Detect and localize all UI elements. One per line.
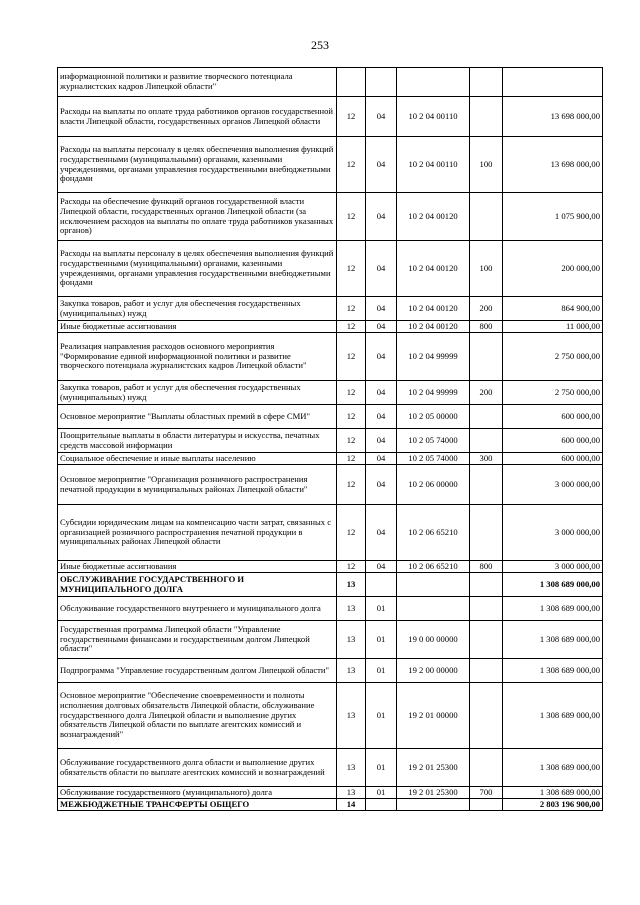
row-expense-type <box>470 333 503 381</box>
row-name: Расходы на выплаты по оплате труда работников органов государственной власти Липецкой области, государственных органов Липецкой области <box>58 97 337 137</box>
row-name: Государственная программа Липецкой области "Управление государственными финансами и государственным долгом Липецкой области" <box>58 621 337 659</box>
row-subsection: 04 <box>366 453 397 465</box>
row-name: Субсидии юридическим лицам на компенсацию части затрат, связанных с организацией розничного распространения печатной продукции в муниципальных районах Липецкой области <box>58 505 337 561</box>
row-subsection: 01 <box>366 787 397 799</box>
table-row <box>58 749 603 787</box>
row-target-code: 10 2 06 00000 <box>397 465 470 505</box>
row-name: Расходы на выплаты персоналу в целях обеспечения выполнения функций государственными (муниципальными) органами, казенными учреждениями, органами управления государственными внебюджетными фондами <box>58 137 337 193</box>
row-name: Основное мероприятие "Выплаты областных премий в сфере СМИ" <box>58 405 337 429</box>
row-amount: 2 750 000,00 <box>503 381 603 405</box>
row-expense-type: 300 <box>470 453 503 465</box>
row-section: 12 <box>337 321 366 333</box>
row-expense-type <box>470 749 503 787</box>
row-section: 13 <box>337 573 366 597</box>
table-row <box>58 465 603 505</box>
row-section: 12 <box>337 241 366 297</box>
row-section: 12 <box>337 333 366 381</box>
row-name: Расходы на выплаты персоналу в целях обеспечения выполнения функций государственными (муниципальными) органами, казенными учреждениями, органами управления государственными внебюджетными фондами <box>58 241 337 297</box>
row-amount: 2 750 000,00 <box>503 333 603 381</box>
row-name: Обслуживание государственного (муниципального) долга <box>58 787 337 799</box>
row-target-code: 10 2 06 65210 <box>397 505 470 561</box>
row-expense-type: 200 <box>470 297 503 321</box>
table-row <box>58 241 603 297</box>
table-row <box>58 573 603 597</box>
row-section <box>337 68 366 97</box>
row-name: Поощрительные выплаты в области литературы и искусства, печатных средств массовой информации <box>58 429 337 453</box>
row-section: 13 <box>337 597 366 621</box>
row-section: 12 <box>337 137 366 193</box>
row-name: МЕЖБЮДЖЕТНЫЕ ТРАНСФЕРТЫ ОБЩЕГО <box>58 799 337 811</box>
table-row <box>58 597 603 621</box>
row-target-code: 10 2 04 00120 <box>397 241 470 297</box>
row-amount: 13 698 000,00 <box>503 97 603 137</box>
table-row <box>58 429 603 453</box>
row-target-code: 19 2 01 25300 <box>397 787 470 799</box>
row-amount: 1 308 689 000,00 <box>503 597 603 621</box>
row-subsection: 01 <box>366 683 397 749</box>
row-expense-type <box>470 621 503 659</box>
table-row <box>58 799 603 811</box>
row-amount: 11 000,00 <box>503 321 603 333</box>
row-subsection: 04 <box>366 505 397 561</box>
row-expense-type <box>470 193 503 241</box>
row-section: 12 <box>337 561 366 573</box>
row-target-code: 10 2 05 74000 <box>397 429 470 453</box>
row-section: 12 <box>337 505 366 561</box>
table-row <box>58 193 603 241</box>
row-name: Реализация направления расходов основного мероприятия "Формирование единой информационной политики и развитие творческого потенциала журналистских кадров Липецкой области" <box>58 333 337 381</box>
row-target-code: 10 2 04 00120 <box>397 297 470 321</box>
row-subsection <box>366 573 397 597</box>
row-expense-type <box>470 659 503 683</box>
row-target-code <box>397 573 470 597</box>
table-row <box>58 683 603 749</box>
row-amount <box>503 68 603 97</box>
row-subsection: 04 <box>366 465 397 505</box>
row-name: Иные бюджетные ассигнования <box>58 561 337 573</box>
row-expense-type <box>470 429 503 453</box>
row-expense-type: 100 <box>470 241 503 297</box>
row-amount: 3 000 000,00 <box>503 561 603 573</box>
table-row <box>58 561 603 573</box>
row-section: 13 <box>337 749 366 787</box>
row-expense-type <box>470 799 503 811</box>
row-target-code: 19 0 00 00000 <box>397 621 470 659</box>
row-amount: 200 000,00 <box>503 241 603 297</box>
page-number: 253 <box>311 38 329 52</box>
row-expense-type: 200 <box>470 381 503 405</box>
row-section: 13 <box>337 659 366 683</box>
table-row <box>58 297 603 321</box>
row-expense-type <box>470 97 503 137</box>
row-name: Закупка товаров, работ и услуг для обеспечения государственных (муниципальных) нужд <box>58 297 337 321</box>
row-expense-type <box>470 573 503 597</box>
row-subsection: 04 <box>366 97 397 137</box>
row-target-code <box>397 799 470 811</box>
row-expense-type <box>470 68 503 97</box>
row-section: 12 <box>337 453 366 465</box>
row-section: 12 <box>337 381 366 405</box>
row-target-code: 10 2 05 00000 <box>397 405 470 429</box>
table-row <box>58 621 603 659</box>
row-target-code <box>397 68 470 97</box>
row-subsection: 01 <box>366 597 397 621</box>
row-name: Закупка товаров, работ и услуг для обеспечения государственных (муниципальных) нужд <box>58 381 337 405</box>
row-expense-type <box>470 405 503 429</box>
budget-table <box>57 67 603 811</box>
table-row <box>58 787 603 799</box>
table-row <box>58 97 603 137</box>
row-section: 12 <box>337 405 366 429</box>
row-subsection: 04 <box>366 405 397 429</box>
row-subsection: 01 <box>366 621 397 659</box>
row-expense-type: 800 <box>470 321 503 333</box>
row-target-code: 10 2 04 99999 <box>397 381 470 405</box>
row-name: Социальное обеспечение и иные выплаты населению <box>58 453 337 465</box>
row-name: Основное мероприятие "Организация розничного распространения печатной продукции в муниципальных районах Липецкой области" <box>58 465 337 505</box>
row-section: 12 <box>337 297 366 321</box>
row-target-code: 10 2 04 00110 <box>397 137 470 193</box>
row-section: 13 <box>337 787 366 799</box>
row-target-code: 10 2 06 65210 <box>397 561 470 573</box>
table-body <box>58 68 603 811</box>
row-amount: 600 000,00 <box>503 429 603 453</box>
row-amount: 1 308 689 000,00 <box>503 621 603 659</box>
table-row <box>58 321 603 333</box>
row-section: 14 <box>337 799 366 811</box>
row-target-code: 19 2 01 25300 <box>397 749 470 787</box>
row-target-code: 10 2 04 00110 <box>397 97 470 137</box>
row-target-code <box>397 597 470 621</box>
row-expense-type <box>470 505 503 561</box>
row-amount: 2 803 196 900,00 <box>503 799 603 811</box>
row-amount: 1 308 689 000,00 <box>503 659 603 683</box>
row-amount: 1 308 689 000,00 <box>503 749 603 787</box>
row-expense-type <box>470 465 503 505</box>
row-amount: 1 308 689 000,00 <box>503 787 603 799</box>
row-expense-type: 800 <box>470 561 503 573</box>
table-row <box>58 381 603 405</box>
row-target-code: 10 2 05 74000 <box>397 453 470 465</box>
row-name: Расходы на обеспечение функций органов государственной власти Липецкой области, государственных органов Липецкой области (за исключением расходов на выплаты по оплате труда работников указанных органов) <box>58 193 337 241</box>
table-row <box>58 333 603 381</box>
row-section: 13 <box>337 683 366 749</box>
row-expense-type: 100 <box>470 137 503 193</box>
table-row <box>58 505 603 561</box>
row-amount: 600 000,00 <box>503 453 603 465</box>
row-target-code: 10 2 04 00120 <box>397 193 470 241</box>
row-amount: 1 308 689 000,00 <box>503 683 603 749</box>
row-target-code: 10 2 04 00120 <box>397 321 470 333</box>
table-row <box>58 659 603 683</box>
row-target-code: 19 2 01 00000 <box>397 683 470 749</box>
table-row <box>58 453 603 465</box>
row-subsection: 04 <box>366 137 397 193</box>
row-amount: 3 000 000,00 <box>503 465 603 505</box>
row-section: 12 <box>337 429 366 453</box>
row-target-code: 10 2 04 99999 <box>397 333 470 381</box>
row-subsection: 04 <box>366 381 397 405</box>
row-section: 13 <box>337 621 366 659</box>
row-subsection <box>366 68 397 97</box>
row-name: Обслуживание государственного внутреннего и муниципального долга <box>58 597 337 621</box>
row-section: 12 <box>337 97 366 137</box>
row-subsection: 01 <box>366 659 397 683</box>
row-expense-type: 700 <box>470 787 503 799</box>
row-subsection: 01 <box>366 749 397 787</box>
row-section: 12 <box>337 465 366 505</box>
table-row <box>58 405 603 429</box>
row-section: 12 <box>337 193 366 241</box>
row-name: Обслуживание государственного долга области и выполнение других обязательств области по выплате агентских комиссий и вознаграждений <box>58 749 337 787</box>
row-subsection: 04 <box>366 193 397 241</box>
row-subsection: 04 <box>366 241 397 297</box>
row-target-code: 19 2 00 00000 <box>397 659 470 683</box>
row-name: Подпрограмма "Управление государственным долгом Липецкой области" <box>58 659 337 683</box>
row-amount: 13 698 000,00 <box>503 137 603 193</box>
row-subsection <box>366 799 397 811</box>
row-subsection: 04 <box>366 429 397 453</box>
row-expense-type <box>470 597 503 621</box>
row-amount: 864 900,00 <box>503 297 603 321</box>
row-name: информационной политики и развитие творческого потенциала журналистских кадров Липецкой области" <box>58 68 337 97</box>
row-name: Иные бюджетные ассигнования <box>58 321 337 333</box>
row-subsection: 04 <box>366 561 397 573</box>
row-amount: 1 075 900,00 <box>503 193 603 241</box>
row-amount: 3 000 000,00 <box>503 505 603 561</box>
table-row <box>58 137 603 193</box>
row-expense-type <box>470 683 503 749</box>
row-name: ОБСЛУЖИВАНИЕ ГОСУДАРСТВЕННОГО И МУНИЦИПАЛЬНОГО ДОЛГА <box>58 573 337 597</box>
row-amount: 600 000,00 <box>503 405 603 429</box>
row-subsection: 04 <box>366 321 397 333</box>
row-subsection: 04 <box>366 333 397 381</box>
table-row <box>58 68 603 97</box>
row-subsection: 04 <box>366 297 397 321</box>
row-amount: 1 308 689 000,00 <box>503 573 603 597</box>
row-name: Основное мероприятие "Обеспечение своевременности и полноты исполнения долговых обязательств Липецкой области, обслуживание государственного долга Липецкой области и выполнение других обязательств Липецкой области по выплате агентских комиссий и вознаграждений" <box>58 683 337 749</box>
